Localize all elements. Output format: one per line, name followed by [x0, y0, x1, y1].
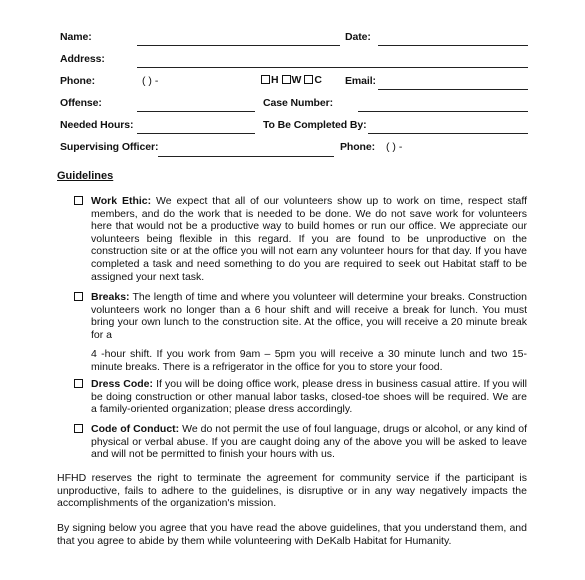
- guideline-work-ethic: [75, 195, 527, 283]
- address-label: Address:: [60, 53, 105, 65]
- guideline-title: Work Ethic:: [91, 195, 152, 207]
- work-phone-label: W: [291, 74, 302, 86]
- work-phone-checkbox[interactable]: [282, 75, 291, 84]
- guideline-text-continued: 4 -hour shift. If you work from 9am – 5pm you will receive a 30 minute lunch and two 15-minute breaks. There is a refrigerator in the office for you to store your food.: [91, 348, 527, 373]
- guideline-title: Breaks:: [91, 291, 130, 303]
- cell-phone-checkbox[interactable]: [304, 75, 313, 84]
- date-field[interactable]: [378, 45, 528, 46]
- officer-phone-label: Phone:: [340, 141, 375, 153]
- guideline-title: Code of Conduct:: [91, 423, 180, 435]
- needed-hours-field[interactable]: [137, 133, 255, 134]
- phone-type-selector: [261, 74, 322, 86]
- guideline-breaks: [75, 291, 527, 374]
- checkbox-bullet-icon: [74, 379, 83, 388]
- case-number-field[interactable]: [358, 111, 528, 112]
- officer-phone-field[interactable]: ( ) -: [386, 141, 403, 153]
- date-label: Date:: [345, 31, 371, 43]
- home-phone-checkbox[interactable]: [261, 75, 270, 84]
- guideline-text: If you will be doing office work, please dress in business casual attire. If you will be doing construction or other manual labor tasks, closed-toe shoes will be required. We are a family-oriented organization; please dress accordingly.: [91, 378, 528, 416]
- termination-paragraph: HFHD reserves the right to terminate the agreement for community service if the participant is unproductive, fails to adhere to the guidelines, is disruptive or in any way negatively impacts the accomplishments of the organization's mission.: [57, 472, 527, 510]
- offense-label: Offense:: [60, 97, 102, 109]
- supervising-officer-label: Supervising Officer:: [60, 141, 159, 153]
- checkbox-bullet-icon: [74, 292, 83, 301]
- agreement-paragraph: By signing below you agree that you have read the above guidelines, that you understand them, and that you agree to abide by them while volunteering with DeKalb Habitat for Humanity.: [57, 522, 527, 547]
- home-phone-label: H: [271, 74, 279, 86]
- email-label: Email:: [345, 75, 376, 87]
- completion-date-label: To Be Completed By:: [263, 119, 367, 131]
- guidelines-heading: Guidelines: [57, 170, 114, 182]
- email-field[interactable]: [378, 89, 528, 90]
- checkbox-bullet-icon: [74, 196, 83, 205]
- needed-hours-label: Needed Hours:: [60, 119, 134, 131]
- address-field[interactable]: [137, 67, 528, 68]
- cell-phone-label: C: [314, 74, 322, 86]
- guideline-dress-code: [75, 378, 527, 416]
- guideline-text: The length of time and where you volunteer will determine your breaks. Construction volunteers work no longer than a 6 hour shift and will receive a break for lunch. You must bring your own lunch to the construction site. At the office, you will receive a 20 minute break for a: [91, 291, 527, 341]
- offense-field[interactable]: [137, 111, 255, 112]
- name-field[interactable]: [137, 45, 340, 46]
- completion-date-field[interactable]: [368, 133, 528, 134]
- case-number-label: Case Number:: [263, 97, 333, 109]
- guideline-title: Dress Code:: [91, 378, 154, 390]
- guideline-text: We do not permit the use of foul language, drugs or alcohol, or any kind of physical or verbal abuse. If you are caught doing any of the above you will be asked to leave and will not be permitted to finish your hours with us.: [91, 423, 527, 461]
- supervising-officer-field[interactable]: [158, 156, 334, 157]
- guideline-code-of-conduct: [75, 423, 527, 461]
- phone-label: Phone:: [60, 75, 95, 87]
- name-label: Name:: [60, 31, 92, 43]
- checkbox-bullet-icon: [74, 424, 83, 433]
- guideline-text: We expect that all of our volunteers show up to work on time, respect staff members, and do the work that is needed to be done. We do not save work for volunteers here that would not be a productive way to build homes or run our office. We appreciate our volunteers being flexible in this regard. If you are found to be unproductive on the construction site or at the office you will not earn any volunteer hours for that day. If you have completed a task and need something to do you are required to seek out Habitat staff to be assigned your next task.: [91, 195, 527, 283]
- phone-field[interactable]: ( ) -: [142, 75, 159, 87]
